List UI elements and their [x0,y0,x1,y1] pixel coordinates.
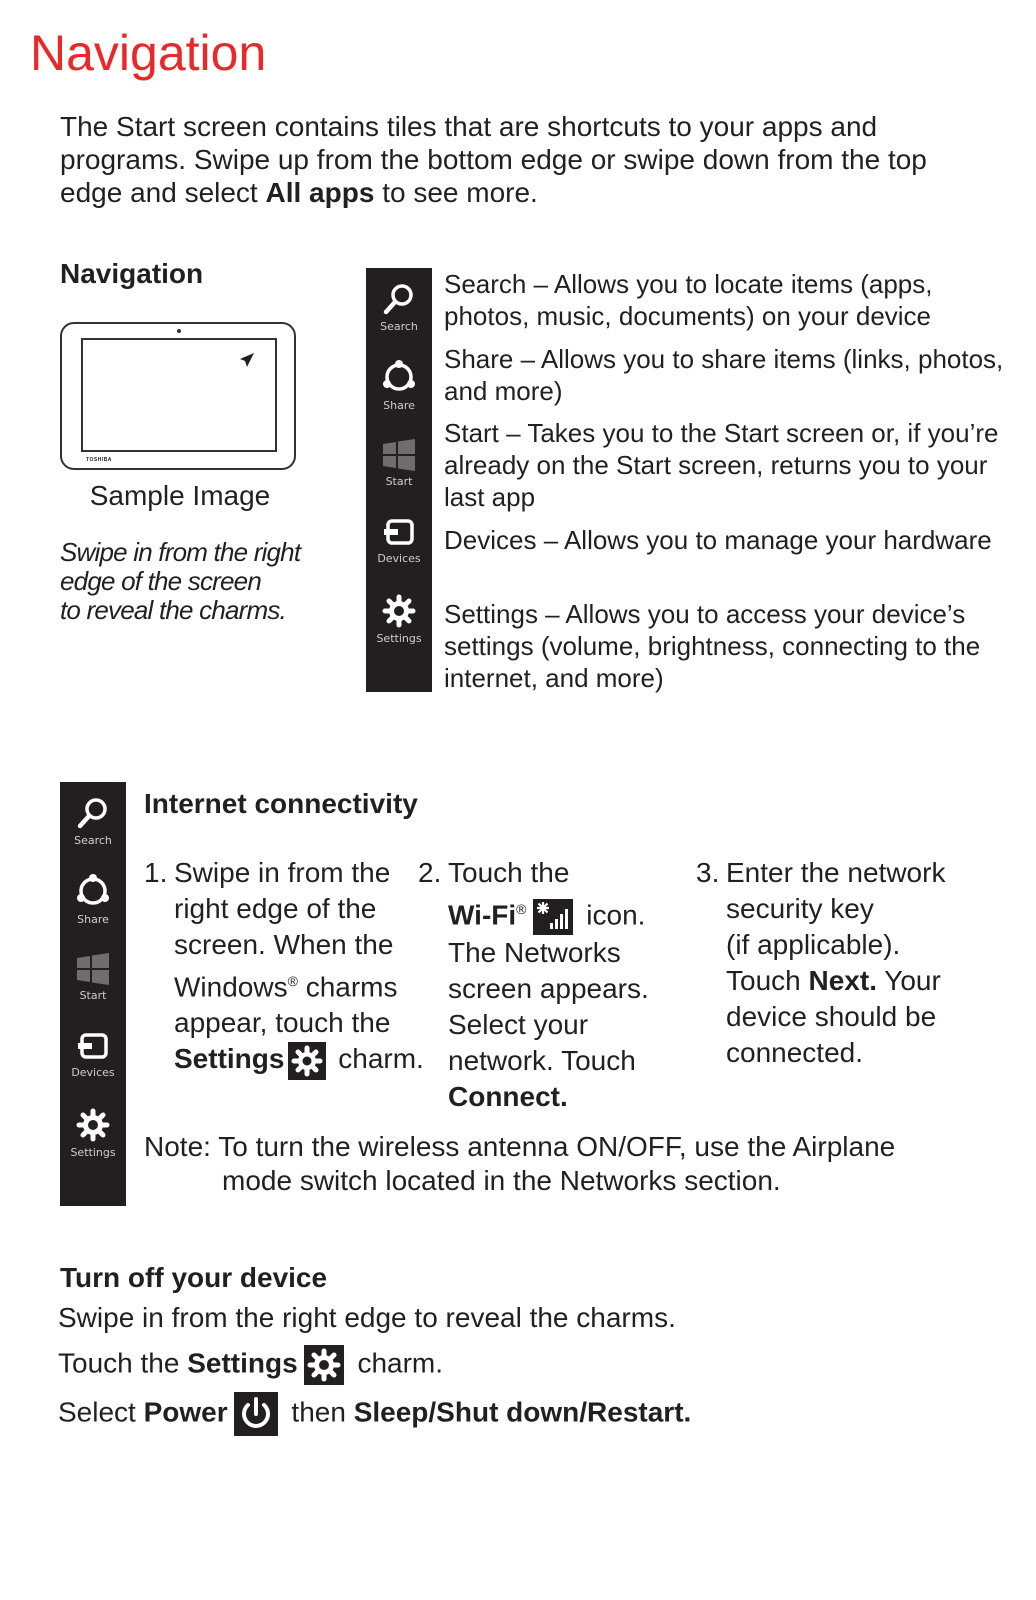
charm-start[interactable] [366,424,432,502]
charms-bar [60,782,126,1206]
charm-start[interactable] [60,938,126,1016]
charm-label: Start [385,474,413,488]
charm-description-settings: Settings – Allows you to access your device’s settings (volume, brightness, connecting to the internet, and more) [444,599,981,693]
intro-text-end: to see more. [374,177,538,208]
step-text [448,891,688,935]
charm-label: Settings [70,1145,116,1159]
step-text: The Networks [448,936,621,968]
intro-paragraph [60,110,980,209]
settings-label: Settings [187,1347,298,1379]
step-number: 1. [144,857,168,888]
step-1 [144,855,424,1080]
step-text: security key [726,893,874,924]
step-text [448,1079,688,1115]
step-text [174,963,424,1005]
step-text: (if applicable). [726,929,901,960]
step-text: Select your [448,1008,589,1040]
wifi-icon [533,899,573,935]
devices-icon [76,1032,110,1062]
tablet-illustration [60,322,296,470]
turn-off-step-2 [58,1345,443,1385]
note-text: mode switch located in the Networks section. [222,1165,781,1196]
your-word: Your [876,965,941,996]
charm-word: charm. [349,1347,444,1379]
devices-icon [382,518,416,548]
swipe-arrow-icon [237,352,255,370]
registered-mark: ® [516,901,527,917]
turn-off-step-1: Swipe in from the right edge to reveal the charms. [58,1302,676,1333]
navigation-heading: Navigation [60,258,204,289]
windows-logo-icon [382,439,416,471]
note-line [144,1130,1004,1164]
step-text: Enter the network [726,857,946,888]
charm-label: Devices [377,551,421,565]
step-text: Swipe in from the [174,857,391,888]
step-text: device should be [726,1001,937,1032]
tablet-screen [81,338,277,452]
turn-off-step-3 [58,1392,691,1436]
charms-bar [366,268,432,692]
registered-mark: ® [287,973,298,989]
step-number: 2. [418,857,442,888]
sample-image-caption: Sample Image [89,480,271,511]
charm-label: Search [380,319,418,333]
gear-icon [382,594,416,628]
icon-word: icon. [578,899,646,931]
charm-devices[interactable] [60,1016,126,1094]
settings-label: Settings [174,1043,285,1075]
swipe-hint-line: Swipe in from the right [60,537,301,567]
search-icon [382,282,416,316]
share-icon [75,873,111,909]
intro-text: The Start screen contains tiles that are shortcuts to your apps and programs. Swipe up from the bottom edge or swipe down from the top edge and select [60,111,927,208]
internet-heading: Internet connectivity [144,788,418,819]
windows-logo-icon [76,953,110,985]
charm-search[interactable] [366,268,432,346]
step-3 [696,855,996,1071]
charm-search[interactable] [60,782,126,860]
connect-label: Connect. [448,1080,568,1112]
step-text: right edge of the [174,893,377,924]
all-apps-label: All apps [265,177,375,208]
gear-icon [76,1108,110,1142]
step-text: screen appears. [448,972,649,1004]
swipe-hint-line: edge of the screen [60,566,261,596]
windows-word: Windows [174,971,288,1003]
touch-word: Touch [726,965,809,996]
settings-gear-icon [304,1345,344,1385]
step-text: connected. [726,1037,863,1068]
step-text: appear, touch the [174,1007,391,1039]
charm-label: Devices [71,1065,115,1079]
step-text [726,963,996,999]
charm-label: Share [77,912,109,926]
charm-description-devices: Devices – Allows you to manage your hardware [444,525,992,555]
swipe-hint-line: to reveal the charms. [60,595,286,625]
power-icon [234,1392,278,1436]
turn-off-heading: Turn off your device [60,1262,328,1293]
wifi-label: Wi-Fi [448,899,517,931]
charm-label: Settings [376,631,422,645]
share-icon [381,359,417,395]
select-text: Select [58,1396,144,1428]
settings-gear-icon [288,1042,326,1080]
step-text [174,1041,424,1080]
charm-share[interactable] [366,346,432,424]
charm-label: Search [74,833,112,847]
step-text: network. Touch [448,1044,636,1076]
charm-word: charm. [330,1043,424,1075]
charm-settings[interactable] [60,1094,126,1172]
page-title: Navigation [30,25,267,81]
airplane-mode-note [144,1130,1004,1198]
note-label: Note: [144,1131,211,1162]
charm-description-share: Share – Allows you to share items (links, photos, and more) [444,344,1004,406]
charm-devices[interactable] [366,502,432,580]
step-2 [418,855,688,1115]
charm-share[interactable] [60,860,126,938]
charms-word: charms [297,971,398,1003]
charm-label: Start [79,988,107,1002]
then-word: then [283,1396,354,1428]
charm-description-search: Search – Allows you to locate items (apps, photos, music, documents) on your device [444,269,933,331]
step-text: screen. When the [174,929,394,960]
charm-label: Share [383,398,415,412]
tablet-brand-logo: TOSHIBA [86,457,112,463]
step-text: Touch the [448,857,570,888]
search-icon [76,796,110,830]
power-label: Power [143,1396,228,1428]
sleep-shutdown-restart-label: Sleep/Shut down/Restart. [353,1396,692,1428]
camera-dot [177,329,181,333]
charm-description-start: Start – Takes you to the Start screen or, if you’re already on the Start screen, returns you to your last app [444,418,999,512]
swipe-hint [60,538,320,625]
charm-settings[interactable] [366,580,432,658]
step-number: 3. [696,857,720,888]
next-label: Next. [808,965,877,996]
note-text: To turn the wireless antenna ON/OFF, use the Airplane [210,1131,896,1162]
touch-the-text: Touch the [58,1347,188,1379]
